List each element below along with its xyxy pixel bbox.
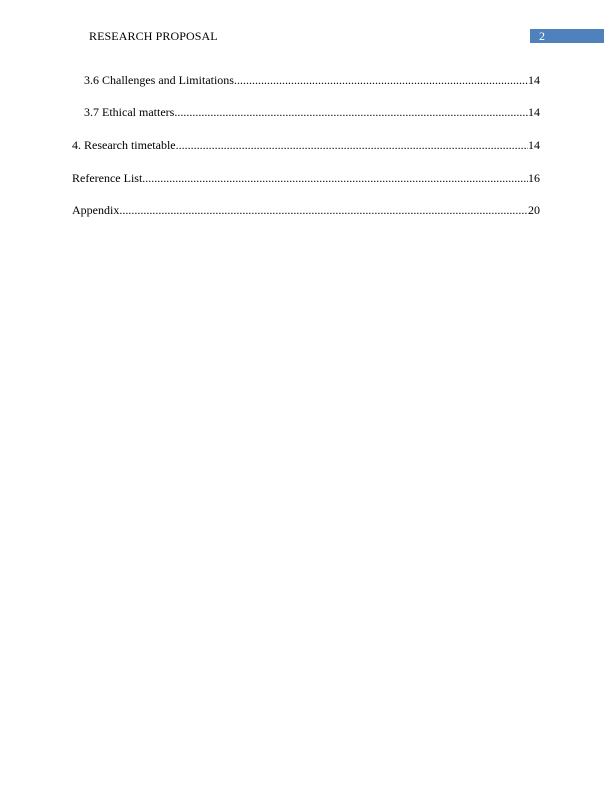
toc-entry-title: Appendix (72, 203, 120, 217)
toc-entry-title: 3.7 Ethical matters (84, 105, 175, 119)
toc-entry-title: Reference List (72, 171, 143, 185)
toc-dot-leader (119, 202, 528, 218)
toc-dot-leader (174, 104, 528, 120)
toc-entry-page: 14 (528, 105, 540, 119)
toc-entry-page: 16 (528, 171, 540, 185)
page-number-badge (530, 29, 604, 43)
toc-entry-title: 4. Research timetable (72, 138, 176, 152)
toc-entry-appendix[interactable] (72, 202, 540, 218)
toc-dot-leader (176, 137, 528, 153)
toc-entry-page: 20 (528, 203, 540, 217)
toc-entry-page: 14 (528, 138, 540, 152)
toc-entry-challenges[interactable] (84, 72, 540, 88)
toc-entry-reference-list[interactable] (72, 170, 540, 186)
toc-entry-page: 14 (528, 73, 540, 87)
toc-dot-leader (142, 170, 528, 186)
toc-entry-ethical-matters[interactable] (84, 104, 540, 120)
toc-entry-research-timetable[interactable] (72, 137, 540, 153)
toc-entry-title: 3.6 Challenges and Limitations (84, 73, 234, 87)
page-number: 2 (539, 29, 545, 43)
running-head: RESEARCH PROPOSAL (89, 29, 218, 43)
toc-dot-leader (234, 72, 528, 88)
